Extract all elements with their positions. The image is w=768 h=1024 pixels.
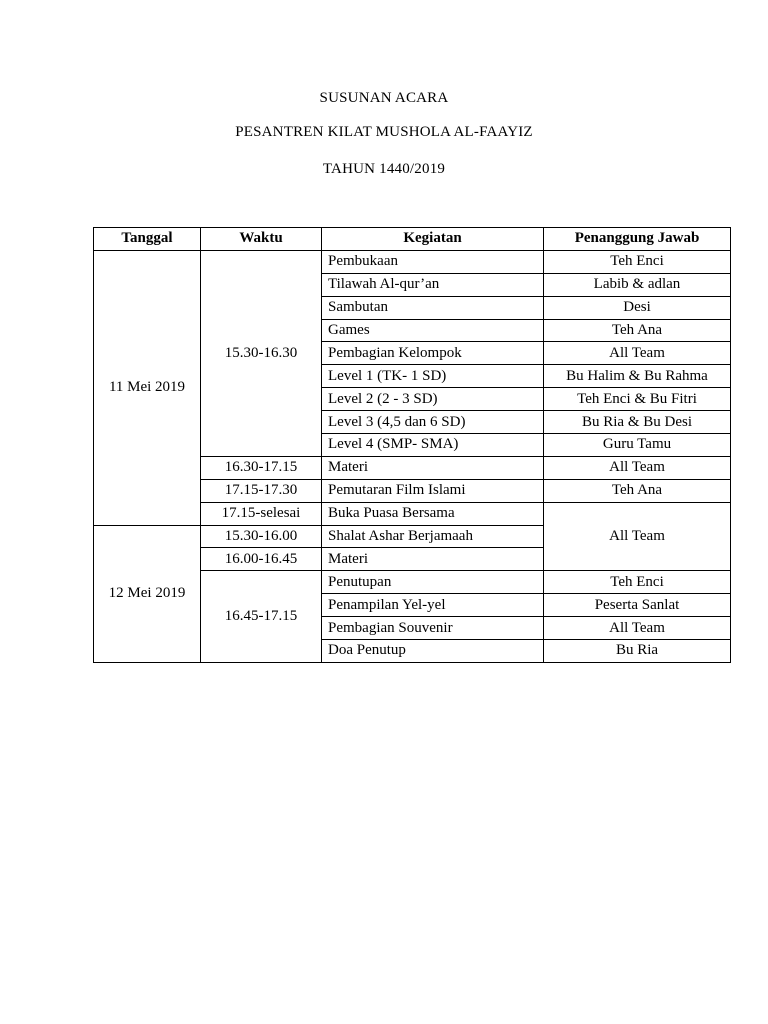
header-penanggung-jawab: Penanggung Jawab (544, 228, 731, 251)
responsible-cell: Teh Enci & Bu Fitri (544, 388, 731, 411)
responsible-cell: Teh Ana (544, 319, 731, 342)
activity-cell: Materi (322, 456, 544, 479)
activity-cell: Buka Puasa Bersama (322, 502, 544, 525)
activity-cell: Level 4 (SMP- SMA) (322, 434, 544, 457)
document-subtitle: PESANTREN KILAT MUSHOLA AL-FAAYIZ (235, 124, 533, 140)
schedule-table (93, 227, 731, 663)
time-cell: 16.00-16.45 (201, 548, 322, 571)
activity-cell: Shalat Ashar Berjamaah (322, 525, 544, 548)
date-cell: 12 Mei 2019 (94, 525, 201, 662)
responsible-cell: Bu Ria & Bu Desi (544, 411, 731, 434)
activity-cell: Penampilan Yel-yel (322, 594, 544, 617)
responsible-cell: All Team (544, 456, 731, 479)
responsible-cell: All Team (544, 502, 731, 571)
time-cell: 15.30-16.30 (201, 250, 322, 456)
document-title: SUSUNAN ACARA (319, 90, 449, 106)
activity-cell: Materi (322, 548, 544, 571)
responsible-cell: Teh Ana (544, 479, 731, 502)
table-row (94, 250, 731, 273)
date-cell: 11 Mei 2019 (94, 250, 201, 525)
activity-cell: Sambutan (322, 296, 544, 319)
activity-cell: Pembagian Kelompok (322, 342, 544, 365)
activity-cell: Tilawah Al-qur’an (322, 273, 544, 296)
activity-cell: Doa Penutup (322, 640, 544, 663)
activity-cell: Games (322, 319, 544, 342)
header-kegiatan: Kegiatan (322, 228, 544, 251)
activity-cell: Level 2 (2 - 3 SD) (322, 388, 544, 411)
header-waktu: Waktu (201, 228, 322, 251)
table-header-row (94, 228, 731, 251)
time-cell: 16.45-17.15 (201, 571, 322, 663)
activity-cell: Pembukaan (322, 250, 544, 273)
responsible-cell: All Team (544, 617, 731, 640)
activity-cell: Level 1 (TK- 1 SD) (322, 365, 544, 388)
activity-cell: Level 3 (4,5 dan 6 SD) (322, 411, 544, 434)
time-cell: 16.30-17.15 (201, 456, 322, 479)
activity-cell: Pemutaran Film Islami (322, 479, 544, 502)
responsible-cell: Bu Halim & Bu Rahma (544, 365, 731, 388)
activity-cell: Pembagian Souvenir (322, 617, 544, 640)
responsible-cell: All Team (544, 342, 731, 365)
time-cell: 17.15-selesai (201, 502, 322, 525)
time-cell: 15.30-16.00 (201, 525, 322, 548)
responsible-cell: Bu Ria (544, 640, 731, 663)
responsible-cell: Guru Tamu (544, 434, 731, 457)
header-tanggal: Tanggal (94, 228, 201, 251)
responsible-cell: Desi (544, 296, 731, 319)
responsible-cell: Peserta Sanlat (544, 594, 731, 617)
time-cell: 17.15-17.30 (201, 479, 322, 502)
document-year: TAHUN 1440/2019 (322, 161, 446, 177)
activity-cell: Penutupan (322, 571, 544, 594)
responsible-cell: Teh Enci (544, 571, 731, 594)
responsible-cell: Teh Enci (544, 250, 731, 273)
responsible-cell: Labib & adlan (544, 273, 731, 296)
